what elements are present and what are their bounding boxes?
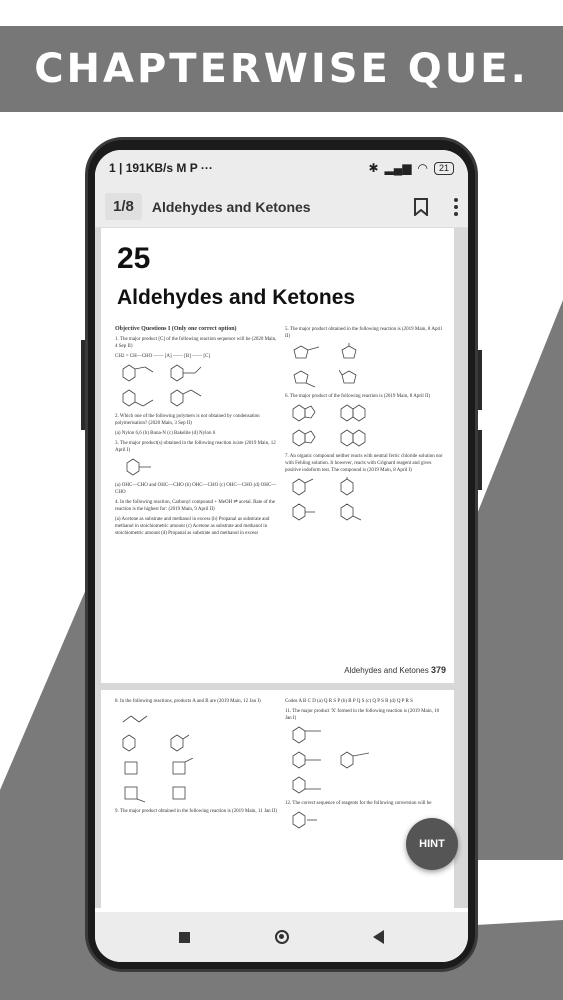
- question-text: (a) Acetone as substrate and methanol in excess (b) Propanal as substrate and methanol in stoichiometric amount (c) Acetone as substrate and methanol in stoichiometric amount (d) Propanal as substrate and methanol in excess: [115, 517, 270, 536]
- question-text: (a) OHC—CHO and OHC—CHO (b) OHC—CHO (c) OHC—CHO (d) OHC—CHO: [115, 483, 277, 495]
- chapter-number: 25: [117, 242, 151, 275]
- structure-row: [291, 428, 447, 448]
- question-column-left: [115, 698, 277, 818]
- question-text: CH2 = CH—CHO —— [A] —— [B] —— [C]: [115, 354, 211, 359]
- chemical-structure: [339, 343, 377, 363]
- question-column-left: [115, 326, 277, 540]
- hint-button[interactable]: HINT: [406, 818, 458, 870]
- page-counter: 1/8: [105, 193, 142, 220]
- phone-side-button: [81, 340, 85, 430]
- more-options-icon[interactable]: [454, 198, 458, 216]
- structure-row: [291, 368, 447, 388]
- chemical-structure: [291, 403, 329, 423]
- page-number: 379: [430, 665, 446, 675]
- structure-row: [291, 750, 447, 770]
- chemical-structure: [121, 457, 159, 477]
- chemical-structure: [291, 775, 329, 795]
- status-icons: [368, 161, 454, 175]
- footer-label: Aldehydes and Ketones: [344, 666, 429, 675]
- page-footer: [344, 665, 446, 675]
- chemical-structure: [291, 750, 329, 770]
- app-bar: [95, 186, 468, 228]
- chemical-structure: [121, 363, 159, 383]
- chemical-structure: [121, 758, 159, 778]
- chemical-structure: [291, 368, 329, 388]
- question-text: 4. In the following reaction, Carbonyl compound + MeOH ⇌ acetal. Rate of the reaction is the highest for: (2019 Main, 9 April II): [115, 500, 276, 512]
- chemical-structure: [121, 388, 159, 408]
- home-icon[interactable]: [275, 930, 289, 944]
- structure-row: [121, 363, 277, 383]
- pdf-page: [101, 228, 454, 683]
- structure-row: [291, 477, 447, 497]
- chemical-structure: [169, 758, 207, 778]
- pdf-viewer[interactable]: [95, 228, 468, 908]
- status-text: 1 | 191KB/s M P ···: [109, 161, 213, 175]
- question-text: 7. An organic compound neither reacts with neutral ferric chloride solution nor with Fehling solution. It however, reacts with Grignard reagent and gives positive iodoform test. The compound is (2019 Main, 8 April I): [285, 454, 443, 473]
- structure-row: [121, 708, 277, 728]
- chemical-structure: [291, 502, 329, 522]
- question-text: 6. The major product of the following reaction is (2019 Main, 8 April II): [285, 394, 431, 399]
- phone-side-button: [478, 430, 482, 490]
- chemical-structure: [339, 477, 377, 497]
- question-text: 8. In the following reactions, products A and B are (2019 Main, 12 Jan I): [115, 699, 261, 704]
- structure-row: [121, 388, 277, 408]
- background-shape-left: [0, 580, 90, 1000]
- signal-icon: ▂▄▆: [384, 161, 412, 175]
- back-icon[interactable]: [373, 930, 384, 944]
- chemical-structure: [169, 783, 207, 803]
- bookmark-icon[interactable]: [414, 198, 428, 216]
- promo-banner: [0, 26, 563, 112]
- structure-row: [121, 457, 277, 477]
- chemical-structure: [291, 428, 329, 448]
- question-text: 5. The major product obtained in the following reaction is (2019 Main, 8 April II): [285, 327, 442, 339]
- chemical-structure: [339, 403, 377, 423]
- recent-apps-icon[interactable]: [179, 932, 190, 943]
- question-column-right: [285, 326, 447, 527]
- chemical-structure: [169, 363, 207, 383]
- structure-row: [291, 775, 447, 795]
- chapter-title: Aldehydes and Ketones: [117, 286, 356, 309]
- chemical-structure: [339, 428, 377, 448]
- question-text: 3. The major product(s) obtained in the following reaction is/are (2019 Main, 12 April I): [115, 441, 276, 453]
- chemical-structure: [291, 477, 329, 497]
- phone-side-button: [478, 350, 482, 410]
- question-text: Codes A B C D (a) Q R S P (b) R P Q S (c) Q P S R (d) Q P R S: [285, 699, 413, 704]
- background-shape-right: [473, 300, 563, 860]
- structure-row: [291, 502, 447, 522]
- battery-icon: 21: [434, 162, 454, 175]
- question-text: 11. The major product 'X' formed in the following reaction is (2019 Main, 10 Jan I): [285, 709, 440, 721]
- chemical-structure: [339, 750, 377, 770]
- structure-row: [121, 758, 277, 778]
- structure-row: [121, 733, 277, 753]
- chemical-structure: [291, 725, 329, 745]
- question-text: (a) Nylon 6,6 (b) Buna-N (c) Bakelite (d) Nylon 6: [115, 431, 216, 436]
- status-bar: [95, 150, 468, 186]
- chemical-structure: [339, 368, 377, 388]
- chemical-structure: [121, 733, 159, 753]
- chemical-structure: [291, 810, 329, 830]
- phone-frame: [85, 137, 478, 972]
- chemical-structure: [121, 783, 159, 803]
- structure-row: [291, 343, 447, 363]
- pdf-page: [101, 690, 454, 908]
- question-text: 12. The correct sequence of reagents for the following conversion will be: [285, 801, 432, 806]
- page-title: Aldehydes and Ketones: [151, 198, 311, 215]
- chemical-structure: [169, 733, 207, 753]
- question-text: 9. The major product obtained in the following reaction is (2019 Main, 11 Jan II): [115, 809, 277, 814]
- chemical-structure: [121, 708, 159, 728]
- chemical-structure: [339, 502, 377, 522]
- chemical-structure: [169, 388, 207, 408]
- question-text: Objective Questions I (Only one correct option): [115, 326, 237, 332]
- navigation-bar: [95, 912, 468, 962]
- wifi-icon: ◠: [417, 161, 428, 175]
- question-text: 1. The major product [C] of the following reaction sequence will be (2020 Main, 4 Sep II): [115, 337, 277, 349]
- structure-row: [291, 725, 447, 745]
- phone-screen: [95, 150, 468, 962]
- structure-row: [121, 783, 277, 803]
- question-text: 2. Which one of the following polymers is not obtained by condensation polymerisation? (2020 Main, 3 Sep II): [115, 414, 260, 426]
- structure-row: [291, 403, 447, 423]
- bluetooth-icon: ✱: [368, 161, 379, 175]
- banner-text: CHAPTERWISE QUE.: [34, 46, 529, 92]
- chemical-structure: [291, 343, 329, 363]
- question-column-right: [285, 698, 447, 835]
